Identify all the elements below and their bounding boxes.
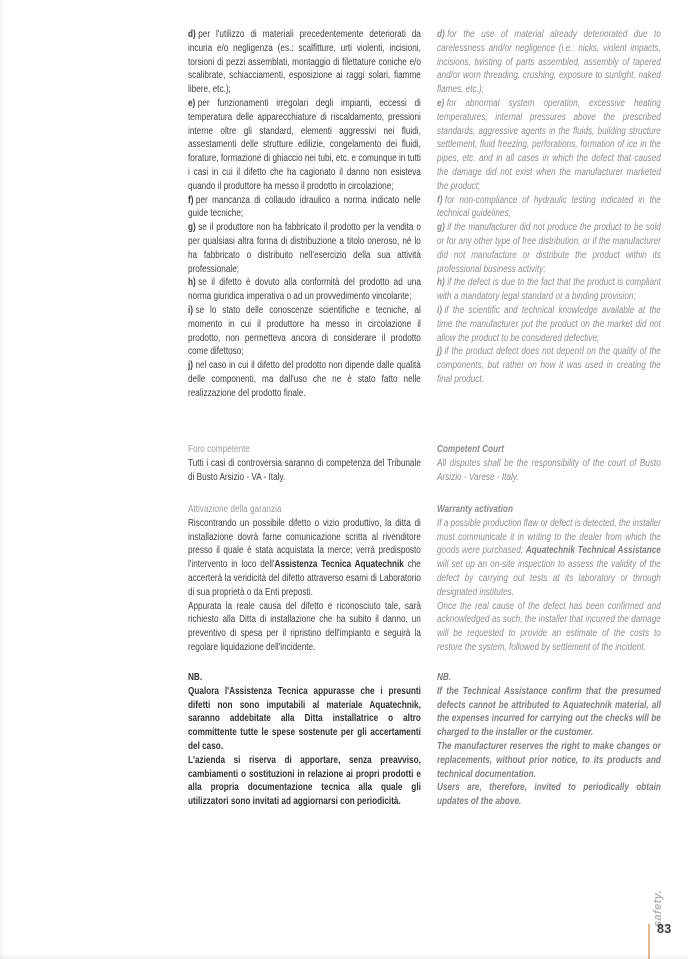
warranty-activation-heading-en: Warranty activation: [437, 504, 513, 515]
paragraph-text: Riscontrando un possibile difetto o vizio produttivo, la ditta di installazione dovrà farne comunicazione scritta al rivenditore presso il quale è stata acquistata la merce; verrà predisposto l'intervento in loco dell': [188, 517, 421, 571]
nb-paragraph: Users are, therefore, invited to periodically obtain updates of the above.: [437, 782, 661, 808]
list-item-marker: i): [437, 304, 443, 316]
list-item-marker: j): [437, 346, 443, 358]
list-item-text: per mancanza di collaudo idraulico a norma indicato nelle guide tecniche;: [188, 194, 421, 220]
list-item: [188, 97, 421, 194]
list-item-marker: d): [437, 29, 445, 40]
page-number: 83: [657, 922, 672, 936]
list-item-marker: j): [188, 360, 194, 372]
competent-court-body-it: Tutti i casi di controversia saranno di competenza del Tribunale di Busto Arsizio - VA - Italy.: [188, 457, 421, 483]
list-item-text: per funzionamenti irregolari degli impianti, eccessi di temperatura delle apparecchiature di riscaldamento, pressioni interne oltre gli standard, elementi aggressivi nei fluidi, assestamenti delle strutture edilizie, congelamento dei fluidi, forature, formazione di ghiaccio nei tubi, etc. e comunque in tutti i casi in cui il difetto che ha cagionato il danno non esisteva quando il produttore ha messo il prodotto in circolazione;: [188, 97, 421, 192]
paragraph-text: If a possible production flaw or defect is detected, the installer must communicate it in writing to the dealer from which the goods were purchased;: [437, 517, 661, 557]
list-item-marker: h): [188, 277, 196, 289]
list-item-text: for the use of material already deteriorated due to carelessness and/or negligence (i.e.: nicks, violent impacts, incisions, twisting of parts assembled, assembly of tapered and/or worn threading, crushing, exposure to sunlight, naked flames, etc.);: [437, 29, 661, 96]
list-item-text: nel caso in cui il difetto del prodotto non dipende dalle qualità delle componenti, ma dall'uso che ne è stato fatto nelle realizzazione del prodotto finale.: [188, 360, 421, 399]
section-nb-en: [437, 671, 661, 809]
list-item: [188, 359, 421, 400]
list-item-text: per l'utilizzo di materiali precedentemente deteriorati da incuria e/o negligenza (es.: scalfitture, urti violenti, incisioni, torsioni di pezzi assemblati, montaggio di filettature coniche e/o scalibrate, schiacciamenti, esposizione ai raggi solari, fiamme libere, etc.);: [188, 29, 421, 96]
section-competent-court-en: [437, 443, 661, 484]
section-competent-court-it: [188, 443, 421, 484]
aquatechnik-assistance-bold-text: Aquatechnik Technical Assistance: [525, 545, 661, 557]
list-item-marker: f): [188, 194, 194, 206]
list-item: [188, 276, 421, 304]
list-item-marker: g): [437, 222, 445, 234]
safety-side-label: safety.: [652, 889, 664, 927]
paragraph-text: che accerterà la veridicità del difetto attraverso esami di Laboratorio di sua proprietà o da Enti preposti.: [188, 559, 421, 598]
section-warranty-activation-en: [437, 503, 661, 655]
nb-paragraph: L'azienda si riserva di apportare, senza preavviso, cambiamenti o sostituzioni in relazione ai propri prodotti e alla propria documentazione tecnica alla quale gli utilizzatori sono invitati ad aggiornarsi con periodicità.: [188, 754, 421, 808]
list-item: [437, 97, 661, 194]
list-item-text: se il difetto è dovuto alla conformità del prodotto ad una norma giuridica imperativa o ad un provvedimento vincolante;: [188, 277, 421, 303]
section-warranty-activation-it: [188, 503, 421, 655]
list-item: [437, 194, 661, 222]
list-item: [437, 28, 661, 97]
nb-paragraph: Qualora l'Assistenza Tecnica appurasse che i presunti difetti non sono imputabili al materiale Aquatechnik, saranno addebitate alla Ditta installatrice o altro committente tutte le spese sostenute per gli accertamenti del caso.: [188, 685, 421, 752]
nb-heading-it: NB.: [188, 672, 203, 683]
list-item-marker: i): [188, 304, 194, 316]
list-item-marker: h): [437, 277, 445, 289]
list-item: [188, 221, 421, 276]
list-item: [188, 304, 421, 359]
italian-column: [188, 28, 421, 888]
warranty-activation-paragraph: [188, 517, 421, 600]
list-item-text: if the scientific and technical knowledge available at the time the manufacturer put the product on the market did not allow the product to be considered defective;: [437, 304, 661, 344]
list-item-text: se lo stato delle conoscenze scientifiche e tecniche, al momento in cui il produttore ha messo in circolazione il prodotto, non permetteva ancora di considerare il prodotto come difettoso;: [188, 304, 421, 358]
list-item-text: for abnormal system operation, excessive heating temperatures, internal pressures above the prescribed standards, aggressive agents in the fluids, building structure settlement, fluid freezing, perforations, formation of ice in the pipes, etc. and in all cases in which the defect that caused the damage did not exist when the manufacturer marketed the product;: [437, 97, 661, 192]
warranty-activation-paragraph: Once the real cause of the defect has been confirmed and acknowledged as such, the installer that incurred the damage will be requested to provide an estimate of the costs to restore the system, followed by settlement of the incident.: [437, 600, 661, 653]
english-column: [437, 28, 661, 888]
list-item-text: se il produttore non ha fabbricato il prodotto per la vendita o per qualsiasi altra forma di distribuzione a titolo oneroso, né lo ha fabbricato o distribuito nell'esercizio della sua attività professionale;: [188, 222, 421, 275]
competent-court-heading-it: Foro competente: [188, 444, 250, 455]
competent-court-heading-en: Competent Court: [437, 444, 504, 455]
competent-court-body-en: All disputes shall be the responsibility of the court of Busto Arsizio - Varese - Italy.: [437, 457, 661, 483]
list-item: [437, 345, 661, 386]
paragraph-text: will set up an on-site inspection to assess the validity of the defect by carrying out tests at its laboratory or through designated institutes.: [437, 559, 661, 598]
warranty-activation-heading-it: Attivazione della garanzia: [188, 504, 282, 515]
nb-paragraph: The manufacturer reserves the right to make changes or replacements, without prior notice, to its products and technical documentation.: [437, 740, 661, 780]
list-item-marker: f): [437, 194, 443, 206]
list-item-marker: g): [188, 222, 196, 234]
list-item: [437, 221, 661, 276]
list-item-text: if the defect is due to the fact that the product is compliant with a mandatory legal standard or a binding provision;: [437, 277, 661, 303]
nb-heading-en: NB.: [437, 672, 452, 683]
list-item-marker: d): [188, 29, 196, 40]
list-item: [437, 276, 661, 304]
list-item: [188, 194, 421, 222]
aquatechnik-assistance-bold-text: Assistenza Tecnica Aquatechnik: [274, 559, 404, 571]
list-item-marker: e): [188, 97, 196, 109]
warranty-activation-paragraph: [437, 517, 661, 600]
list-item-marker: e): [437, 97, 445, 109]
list-item-text: if the product defect does not depend on the quality of the components, but rather on how it was used in creating the final product.: [437, 346, 661, 385]
english-exclusion-list: [437, 28, 661, 387]
list-item-text: if the manufacturer did not produce the product to be sold or for any other type of free distribution, or if the manufacturer did not manufacture or distribute the product within its professional business activity;: [437, 222, 661, 275]
page-number-rule: [648, 924, 650, 959]
section-nb-it: [188, 671, 421, 809]
warranty-activation-paragraph: Appurata la reale causa del difetto e riconosciuto tale, sarà richiesto alla Ditta di installazione che ha subito il danno, un preventivo di spesa per il ripristino dell'impianto e seguirà la regolare liquidazione dell'incidente.: [188, 600, 421, 653]
list-item: [437, 304, 661, 345]
list-item-text: for non-compliance of hydraulic testing indicated in the technical guidelines;: [437, 194, 661, 220]
italian-exclusion-list: [188, 28, 421, 401]
nb-paragraph: If the Technical Assistance confirm that the presumed defects cannot be attributed to Aquatechnik material, all the expenses incurred for carrying out the checks will be charged to the installer or the customer.: [437, 685, 661, 739]
list-item: [188, 28, 421, 97]
